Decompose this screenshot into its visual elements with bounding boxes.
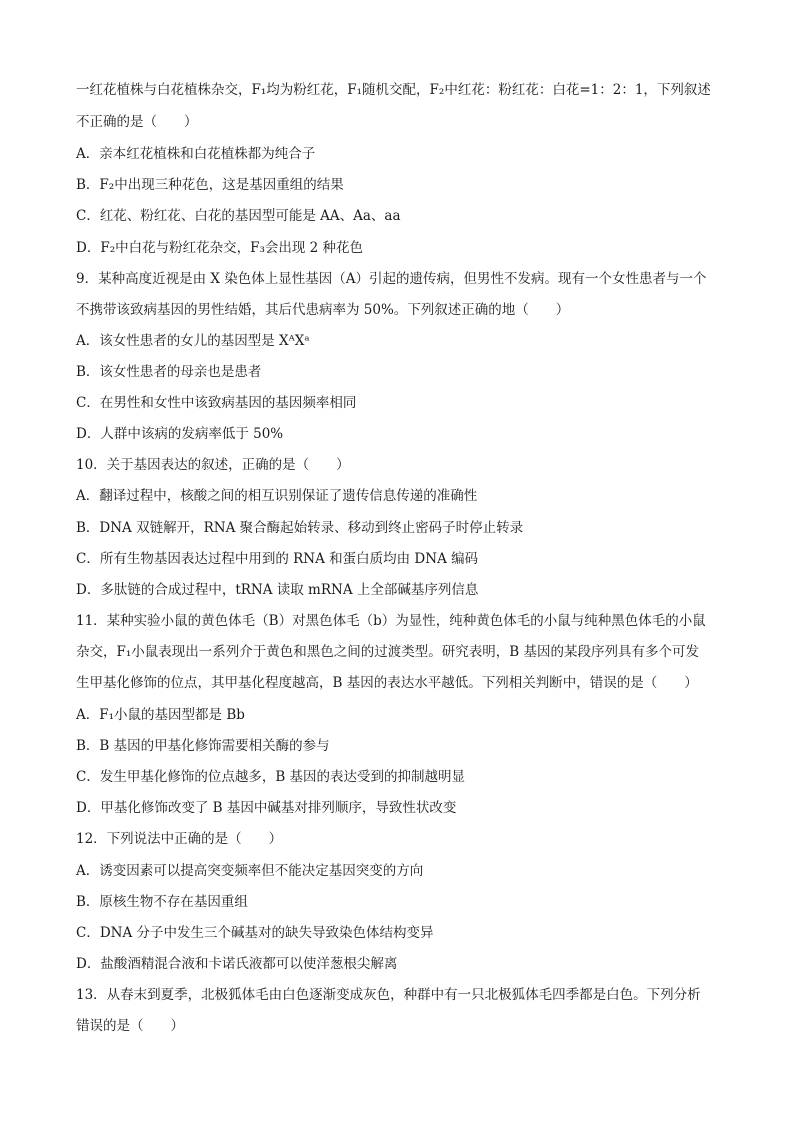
text-line: B．该女性患者的母亲也是患者 <box>76 364 262 380</box>
text-line: 不正确的是（ ） <box>76 114 198 130</box>
text-line: A．翻译过程中，核酸之间的相互识别保证了遗传信息传递的准确性 <box>76 488 478 504</box>
text-line: A．该女性患者的女儿的基因型是 XᴬXᵃ <box>76 333 310 349</box>
text-line: D．F₂中白花与粉红花杂交，F₃会出现 2 种花色 <box>76 240 364 256</box>
text-line: 13．从春末到夏季，北极狐体毛由白色逐渐变成灰色，种群中有一只北极狐体毛四季都是白色。下列分析 <box>76 987 701 1003</box>
text-line: C．DNA 分子中发生三个碱基对的缺失导致染色体结构变异 <box>76 925 434 941</box>
text-line: 不携带该致病基因的男性结婚，其后代患病率为 50%。下列叙述正确的地（ ） <box>76 302 570 318</box>
text-line: D．人群中该病的发病率低于 50% <box>76 426 284 442</box>
text-line: B．原核生物不存在基因重组 <box>76 894 248 910</box>
text-line: 11．某种实验小鼠的黄色体毛（B）对黑色体毛（b）为显性，纯种黄色体毛的小鼠与纯种黑色体毛的小鼠 <box>76 613 706 629</box>
text-line: 杂交，F₁小鼠表现出一系列介于黄色和黑色之间的过渡类型。研究表明，B 基因的某段序列具有多个可发 <box>76 644 699 660</box>
text-line: B．B 基因的甲基化修饰需要相关酶的参与 <box>76 738 330 754</box>
text-line: 10．关于基因表达的叙述，正确的是（ ） <box>76 457 350 473</box>
text-line: 12．下列说法中正确的是（ ） <box>76 831 283 847</box>
text-line: 错误的是（ ） <box>76 1018 184 1034</box>
text-line: 9．某种高度近视是由 X 染色体上显性基因（A）引起的遗传病，但男性不发病。现有一个女性患者与一个 <box>76 271 707 287</box>
text-line: D．多肽链的合成过程中，tRNA 读取 mRNA 上全部碱基序列信息 <box>76 582 479 598</box>
text-line: D．盐酸酒精混合液和卡诺氏液都可以使洋葱根尖解离 <box>76 956 398 972</box>
text-line: 一红花植株与白花植株杂交，F₁均为粉红花，F₁随机交配，F₂中红花：粉红花：白花=1：2：1，下列叙述 <box>76 82 711 98</box>
text-line: A．亲本红花植株和白花植株都为纯合子 <box>76 146 316 162</box>
text-line: B．F₂中出现三种花色，这是基因重组的结果 <box>76 177 344 193</box>
text-line: D．甲基化修饰改变了 B 基因中碱基对排列顺序，导致性状改变 <box>76 800 457 816</box>
text-line: B．DNA 双链解开，RNA 聚合酶起始转录、移动到终止密码子时停止转录 <box>76 520 524 536</box>
text-line: A．诱变因素可以提高突变频率但不能决定基因突变的方向 <box>76 863 424 879</box>
text-line: A．F₁小鼠的基因型都是 Bb <box>76 707 245 723</box>
text-line: C．红花、粉红花、白花的基因型可能是 AA、Aa、aa <box>76 208 401 224</box>
text-line: C．在男性和女性中该致病基因的基因频率相同 <box>76 395 357 411</box>
text-line: 生甲基化修饰的位点，其甲基化程度越高，B 基因的表达水平越低。下列相关判断中，错误的是（ ） <box>76 675 698 691</box>
text-line: C．所有生物基因表达过程中用到的 RNA 和蛋白质均由 DNA 编码 <box>76 551 479 567</box>
text-line: C．发生甲基化修饰的位点越多，B 基因的表达受到的抑制越明显 <box>76 769 466 785</box>
